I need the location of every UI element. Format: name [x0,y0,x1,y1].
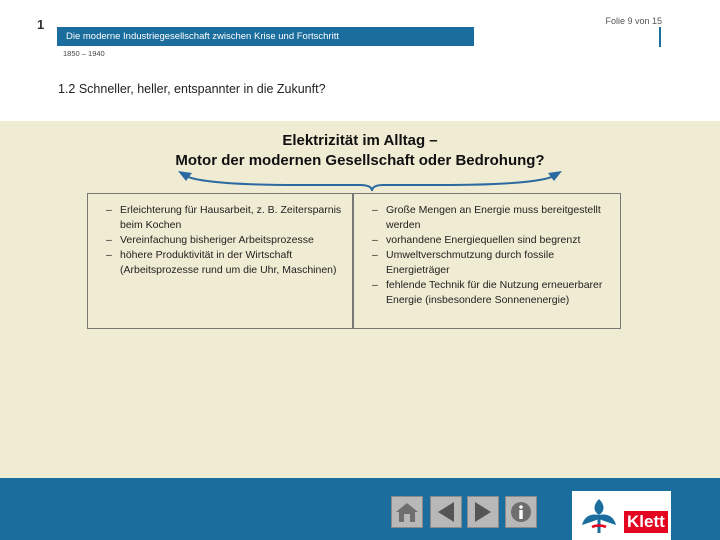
list-item: – höhere Produktivität in der Wirtschaft (Arbeitsprozesse rund um die Uhr, Maschinen) [106,248,342,278]
klett-logo-icon [578,497,620,535]
previous-button[interactable] [430,496,462,528]
section-title: 1.2 Schneller, heller, entspannter in die Zukunft? [58,82,326,96]
info-icon [510,501,532,523]
main-heading-line-2: Motor der modernen Gesellschaft oder Bedrohung? [175,152,545,169]
list-item: – Vereinfachung bisheriger Arbeitsprozesse [106,233,342,248]
pro-box [87,193,353,329]
contra-box [353,193,621,329]
arrow-left-icon [435,501,457,523]
klett-logo [572,491,671,540]
arrow-right-icon [472,501,494,523]
split-arrow [0,165,720,195]
chapter-number: 1 [37,17,45,32]
info-button[interactable] [505,496,537,528]
list-item: – fehlende Technik für die Nutzung erneuerbarer Energie (insbesondere Sonnenenergie) [372,278,610,308]
slide-counter: Folie 9 von 15 [605,16,662,26]
klett-logo-text: Klett [624,511,668,533]
main-heading-line-1: Elektrizität im Alltag – [282,132,438,149]
list-item: – vorhandene Energiequellen sind begrenzt [372,233,610,248]
contra-list [354,194,620,308]
header-title: Die moderne Industriegesellschaft zwischen Krise und Fortschritt [66,31,339,42]
list-item: – Erleichterung für Hausarbeit, z. B. Zeitersparnis beim Kochen [106,203,342,233]
list-item: – Große Mengen an Energie muss bereitgestellt werden [372,203,610,233]
next-button[interactable] [467,496,499,528]
date-range: 1850 – 1940 [63,49,105,58]
home-icon [395,501,419,523]
home-button[interactable] [391,496,423,528]
list-item: – Umweltverschmutzung durch fossile Energieträger [372,248,610,278]
pro-list [88,194,352,278]
